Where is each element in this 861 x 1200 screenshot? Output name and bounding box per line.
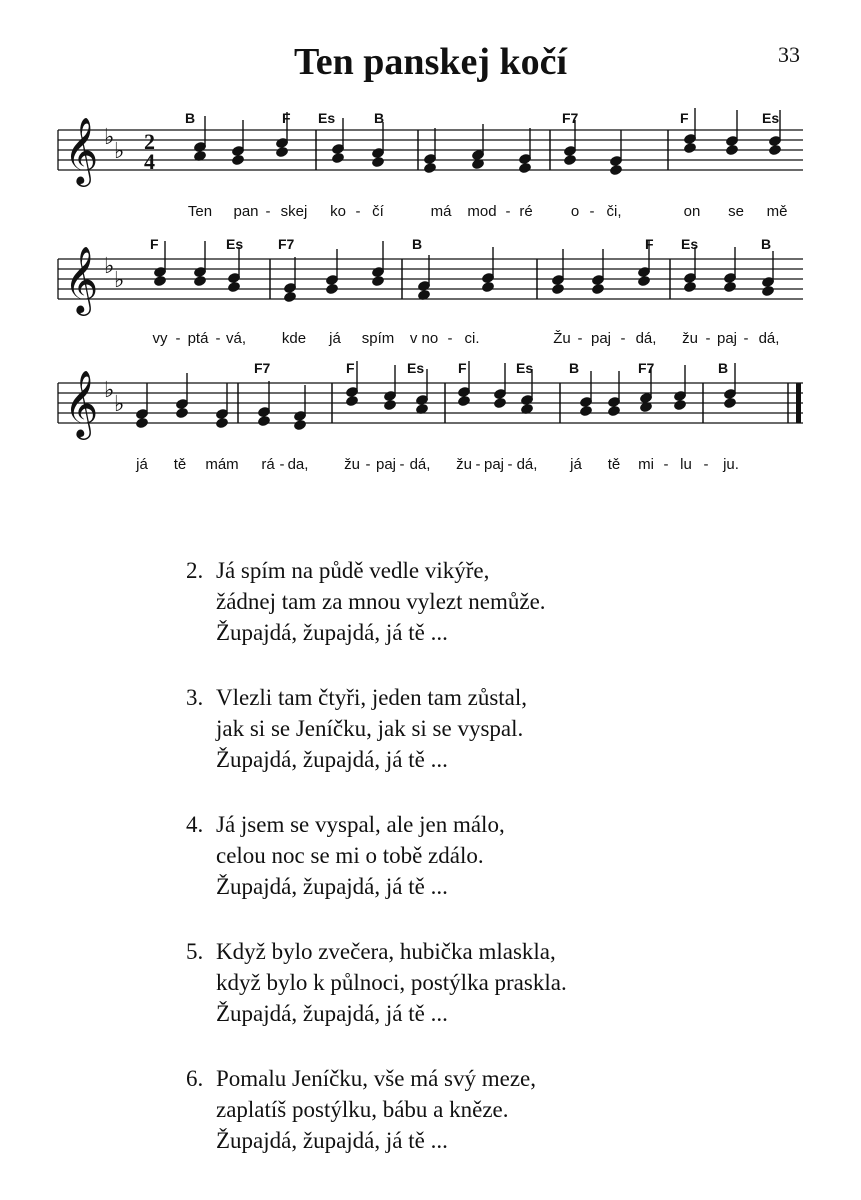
lyric-syllable: mod [467,203,497,220]
lyric-syllable: mě [766,203,788,220]
lyric-syllable: spím [361,330,395,347]
time-signature-top: 2 [144,129,155,154]
lyric-syllable: ko [330,203,346,220]
treble-clef-icon: 𝄞 [64,245,99,313]
lyric-syllable: dá, [635,330,657,347]
song-title: Ten panskej kočí [293,41,568,83]
lyric-syllable: v no [409,330,439,347]
flat-icon: ♭ [104,378,115,403]
lyric-syllable: já [329,330,341,347]
verse-refrain: Župajdá, župajdá, já tě ... [216,874,448,899]
verse-line: celou noc se mi o tobě zdálo. [216,843,484,868]
verse-6 [186,1063,567,1156]
lyric-syllable: paj [483,456,505,473]
lyric-syllable: či, [606,203,622,220]
lyric-syllable: pan [233,203,259,220]
lyric-syllable: dá, [516,456,538,473]
verse-line: jak si se Jeníčku, jak si se vyspal. [216,716,524,741]
lyric-syllable: má [430,203,452,220]
lyric-syllable: rá [261,456,275,473]
lyric-syllable: o [570,203,580,220]
verse-line: Pomalu Jeníčku, vše má svý meze, [216,1066,537,1091]
chord: F [645,236,654,252]
chord: F [282,110,291,126]
lyric-syllable: - [399,456,405,473]
lyric-syllable: ré [519,203,533,220]
lyric-syllable: - [365,456,371,473]
chord: F [458,360,467,376]
verse-line: Vlezli tam čtyři, jeden tam zůstal, [216,685,528,710]
verse-number: 4. [186,812,204,837]
verses [186,555,567,1190]
lyric-syllable: žu [344,456,360,473]
chord: F7 [254,360,271,376]
lyric-syllable: - [355,203,361,220]
lyric-syllable: - [215,330,221,347]
verse-refrain: Župajdá, župajdá, já tě ... [216,620,448,645]
lyric-syllable: se [728,203,744,220]
chord: B [718,360,729,376]
lyric-syllable: Ten [187,203,213,220]
lyric-syllable: dá, [758,330,780,347]
chord: B [569,360,580,376]
verse-refrain: Župajdá, župajdá, já tě ... [216,1128,448,1153]
lyric-syllable: - [507,456,513,473]
lyric-syllable: - [447,330,453,347]
treble-clef-icon: 𝄞 [64,369,99,437]
verse-line: Já spím na půdě vedle vikýře, [216,558,490,583]
lyric-syllable: skej [280,203,308,220]
flat-icon: ♭ [114,268,125,293]
lyric-syllable: paj [716,330,738,347]
lyric-syllable: ci. [464,330,480,347]
verse-number: 5. [186,939,204,964]
chord: Es [681,236,699,252]
verse-refrain: Župajdá, župajdá, já tě ... [216,1001,448,1026]
lyric-syllable: - [703,456,709,473]
verse-3 [186,682,567,775]
chord: F [150,236,159,252]
lyric-syllable: já [570,456,582,473]
lyric-syllable: vá, [225,330,247,347]
lyric-syllable: kde [281,330,307,347]
flat-icon: ♭ [114,392,125,417]
treble-clef-icon: 𝄞 [64,116,99,184]
lyric-syllable: paj [590,330,612,347]
flat-icon: ♭ [104,125,115,150]
lyric-syllable: - [505,203,511,220]
lyric-syllable: žu [456,456,472,473]
lyric-syllable: paj [375,456,397,473]
chord: Es [407,360,425,376]
lyric-syllable: - [577,330,583,347]
verse-2 [186,555,567,648]
verse-line: zaplatíš postýlku, bábu a kněze. [216,1097,509,1122]
verse-4 [186,809,567,902]
lyric-syllable: tě [173,456,187,473]
chord: F7 [562,110,579,126]
lyric-syllable: ptá [187,330,209,347]
lyric-syllable: Žu [553,330,571,347]
verse-number: 3. [186,685,204,710]
chord: F7 [278,236,295,252]
lyric-syllable: - [175,330,181,347]
lyric-syllable: mám [205,456,239,473]
lyric-syllable: ju. [723,456,739,473]
flat-icon: ♭ [104,254,115,279]
lyric-syllable: tě [607,456,621,473]
lyric-syllable: on [683,203,701,220]
chord: F [346,360,355,376]
verse-line: Já jsem se vyspal, ale jen málo, [216,812,505,837]
chord: B [412,236,423,252]
lyric-syllable: žu [682,330,698,347]
lyric-syllable: - [589,203,595,220]
lyric-syllable: lu [680,456,692,473]
chord: F [680,110,689,126]
lyric-syllable: - [279,456,285,473]
lyric-syllable: - [475,456,481,473]
lyric-syllable: čí [372,203,384,220]
verse-5 [186,936,567,1029]
verse-number: 2. [186,558,204,583]
lyric-syllable: mi [638,456,654,473]
chord: B [185,110,196,126]
lyric-syllable: da, [287,456,309,473]
chord: B [374,110,385,126]
chord: Es [226,236,244,252]
chord: Es [318,110,336,126]
lyric-syllable: dá, [409,456,431,473]
flat-icon: ♭ [114,139,125,164]
lyric-syllable: - [705,330,711,347]
time-signature-bottom: 4 [144,149,155,174]
page-number: 33 [778,42,800,67]
verse-line: když bylo k půlnoci, postýlka praskla. [216,970,567,995]
chord: B [761,236,772,252]
chord: F7 [638,360,655,376]
lyric-syllable: - [265,203,271,220]
verse-refrain: Župajdá, župajdá, já tě ... [216,747,448,772]
chord: Es [762,110,780,126]
lyric-syllable: - [663,456,669,473]
verse-line: žádnej tam za mnou vylezt nemůže. [216,589,546,614]
lyric-syllable: vy [152,330,168,347]
lyric-syllable: - [620,330,626,347]
verse-number: 6. [186,1066,204,1091]
lyric-syllable: já [136,456,148,473]
verse-line: Když bylo zvečera, hubička mlaskla, [216,939,556,964]
lyric-syllable: - [743,330,749,347]
chord: Es [516,360,534,376]
